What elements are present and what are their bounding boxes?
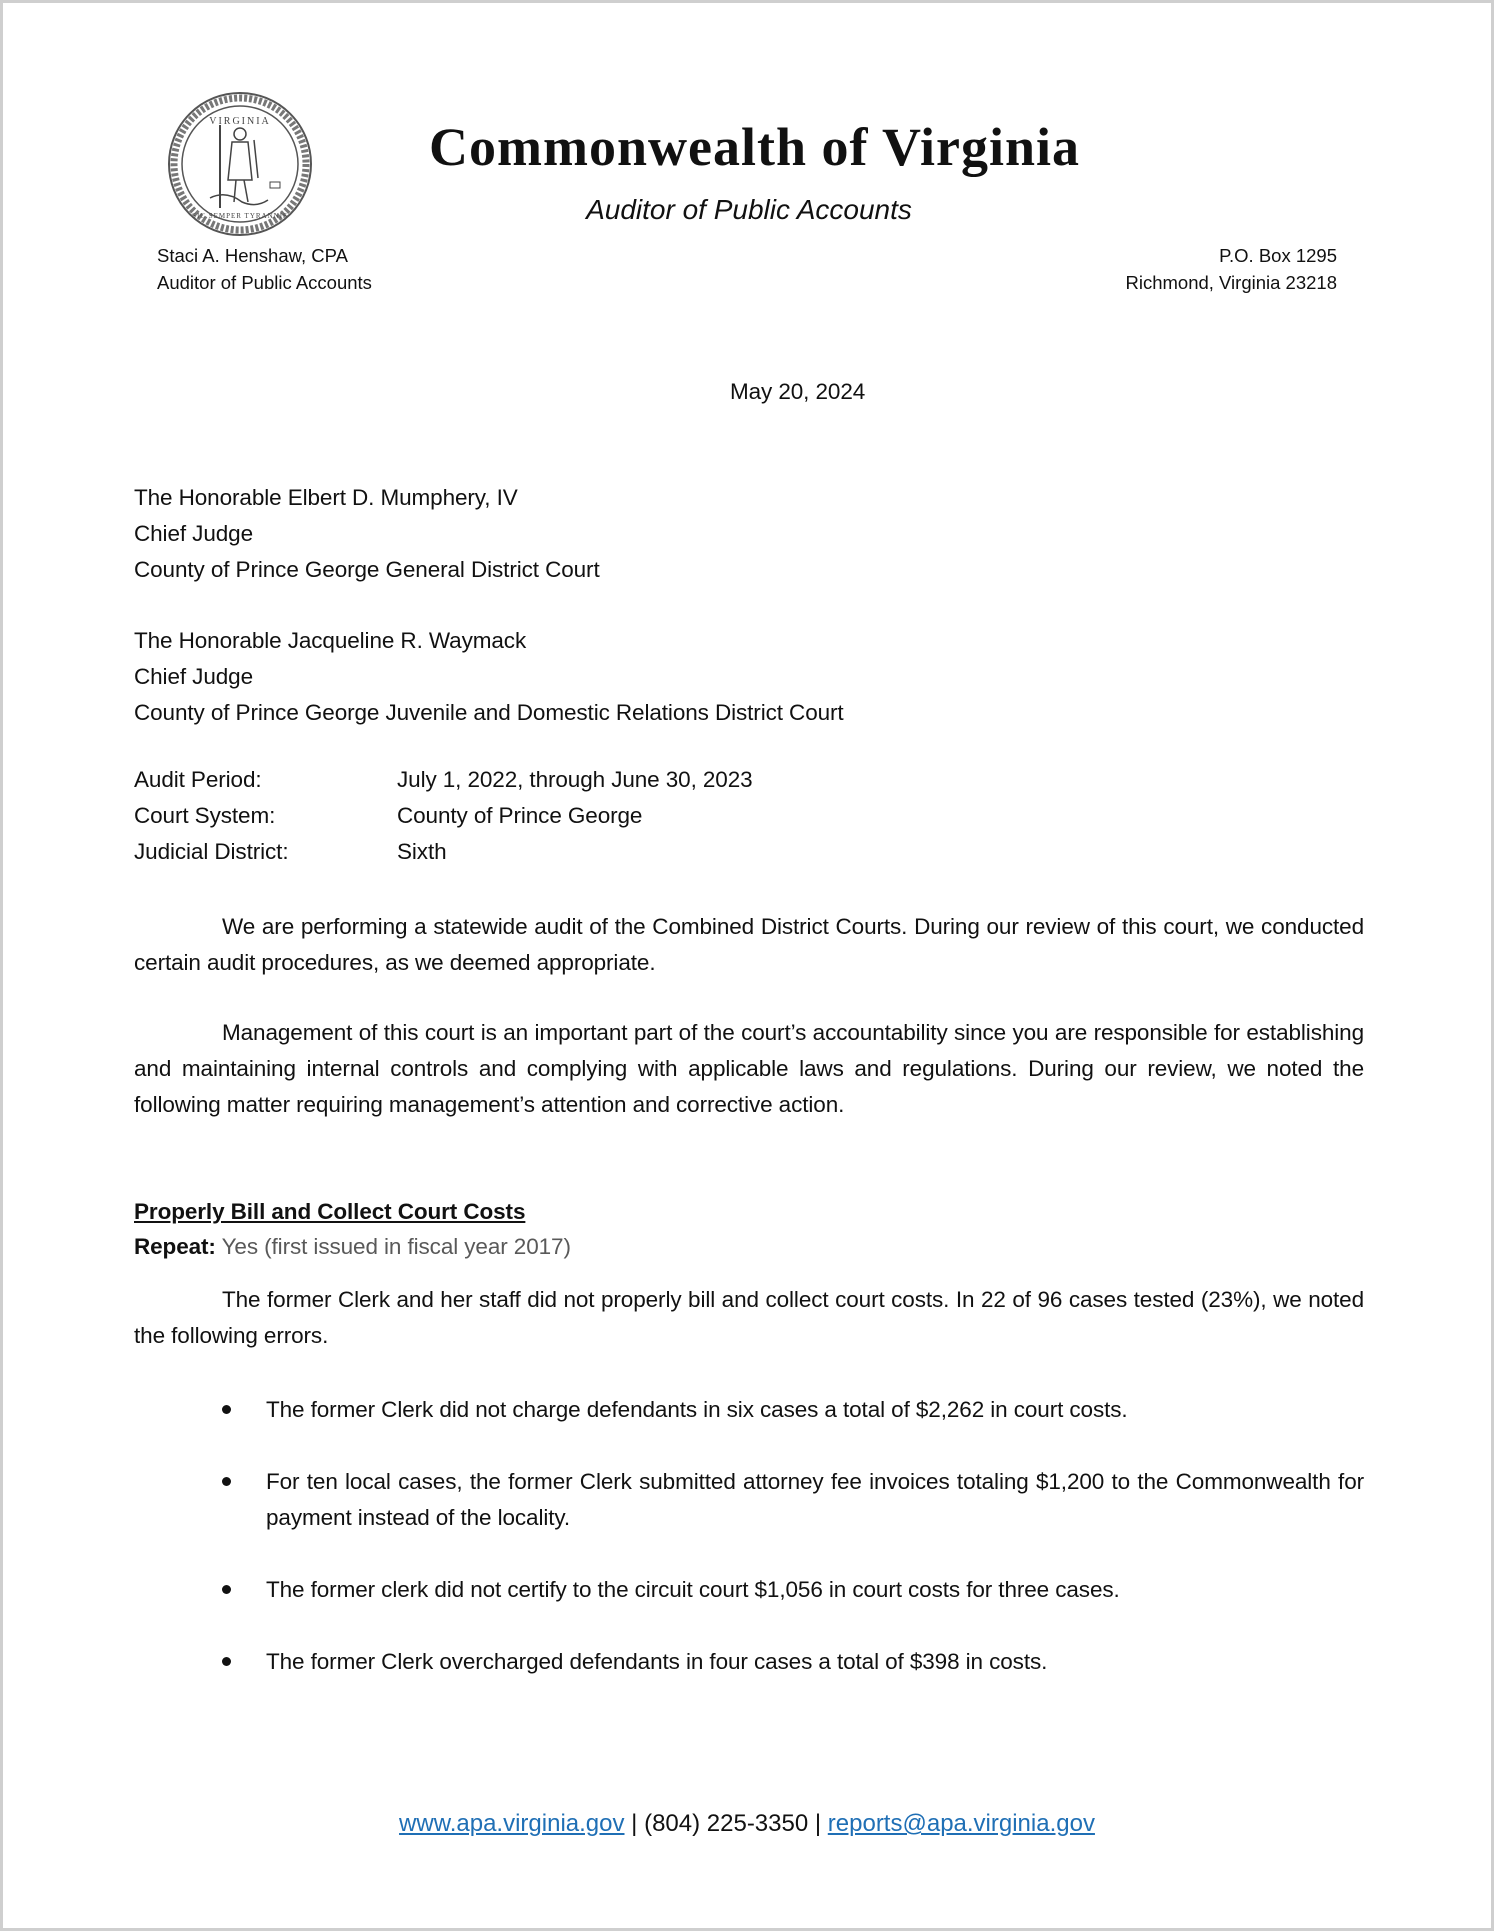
audit-period-label: Audit Period: (134, 767, 262, 792)
footer-separator-2: | (808, 1810, 828, 1837)
finding-bullet-1: The former Clerk did not charge defendants in six cases a total of $2,262 in court costs. (266, 1397, 1128, 1422)
footer-phone: (804) 225-3350 (644, 1810, 809, 1837)
finding-intro: The former Clerk and her staff did not properly bill and collect court costs. In 22 of 96 cases tested (23%), we noted the following errors. (134, 1287, 1364, 1348)
footer-separator-1: | (624, 1810, 645, 1837)
bullet-icon (222, 1657, 236, 1671)
judicial-district-value: Sixth (397, 839, 447, 864)
svg-text:SIC SEMPER TYRANNIS: SIC SEMPER TYRANNIS (192, 212, 288, 220)
svg-text:VIRGINIA: VIRGINIA (209, 116, 271, 127)
address-line-1: P.O. Box 1295 (1219, 245, 1337, 266)
paragraph-intro: We are performing a statewide audit of the Combined District Courts. During our review of this court, we conducted certain audit procedures, as we deemed appropriate. (134, 914, 1364, 975)
paragraph-management: Management of this court is an important part of the court’s accountability since you are responsible for establishing and maintaining internal controls and complying with applicable laws and regulations. During our review, we noted the following matter requiring management’s attention and corrective action. (134, 1020, 1364, 1117)
footer-contact (0, 1806, 1494, 1842)
address-line-2: Richmond, Virginia 23218 (1125, 272, 1337, 293)
judicial-district-label: Judicial District: (134, 839, 289, 864)
repeat-value: Yes (first issued in fiscal year 2017) (215, 1234, 571, 1259)
bullet-icon (222, 1405, 236, 1419)
bullet-icon (222, 1585, 236, 1599)
repeat-label: Repeat: (134, 1234, 216, 1259)
finding-bullet-3: The former clerk did not certify to the circuit court $1,056 in court costs for three cases. (266, 1577, 1120, 1602)
recipient-1-court: County of Prince George General District Court (134, 557, 600, 582)
finding-repeat (134, 1229, 571, 1265)
finding-heading: Properly Bill and Collect Court Costs (134, 1199, 526, 1224)
finding-bullet-2: For ten local cases, the former Clerk submitted attorney fee invoices totaling $1,200 to the Commonwealth for payment instead of the locality. (266, 1469, 1364, 1530)
letterhead-title: Commonwealth of Virginia (429, 117, 1080, 177)
finding-bullet-4: The former Clerk overcharged defendants in four cases a total of $398 in costs. (266, 1649, 1048, 1674)
virginia-seal-icon (166, 90, 314, 238)
letterhead-subtitle: Auditor of Public Accounts (586, 194, 912, 225)
recipient-1-title: Chief Judge (134, 521, 253, 546)
court-system-value: County of Prince George (397, 803, 643, 828)
letter-date: May 20, 2024 (730, 379, 866, 404)
sender-name: Staci A. Henshaw, CPA (157, 245, 348, 266)
recipient-1-name: The Honorable Elbert D. Mumphery, IV (134, 485, 518, 510)
recipient-2-name: The Honorable Jacqueline R. Waymack (134, 628, 527, 653)
recipient-2-court: County of Prince George Juvenile and Domestic Relations District Court (134, 700, 844, 725)
audit-period-value: July 1, 2022, through June 30, 2023 (397, 767, 753, 792)
sender-title: Auditor of Public Accounts (157, 272, 372, 293)
bullet-icon (222, 1477, 236, 1491)
email-link[interactable]: reports@apa.virginia.gov (827, 1810, 1095, 1837)
website-link[interactable]: www.apa.virginia.gov (399, 1810, 625, 1837)
recipient-2-title: Chief Judge (134, 664, 253, 689)
court-system-label: Court System: (134, 803, 276, 828)
